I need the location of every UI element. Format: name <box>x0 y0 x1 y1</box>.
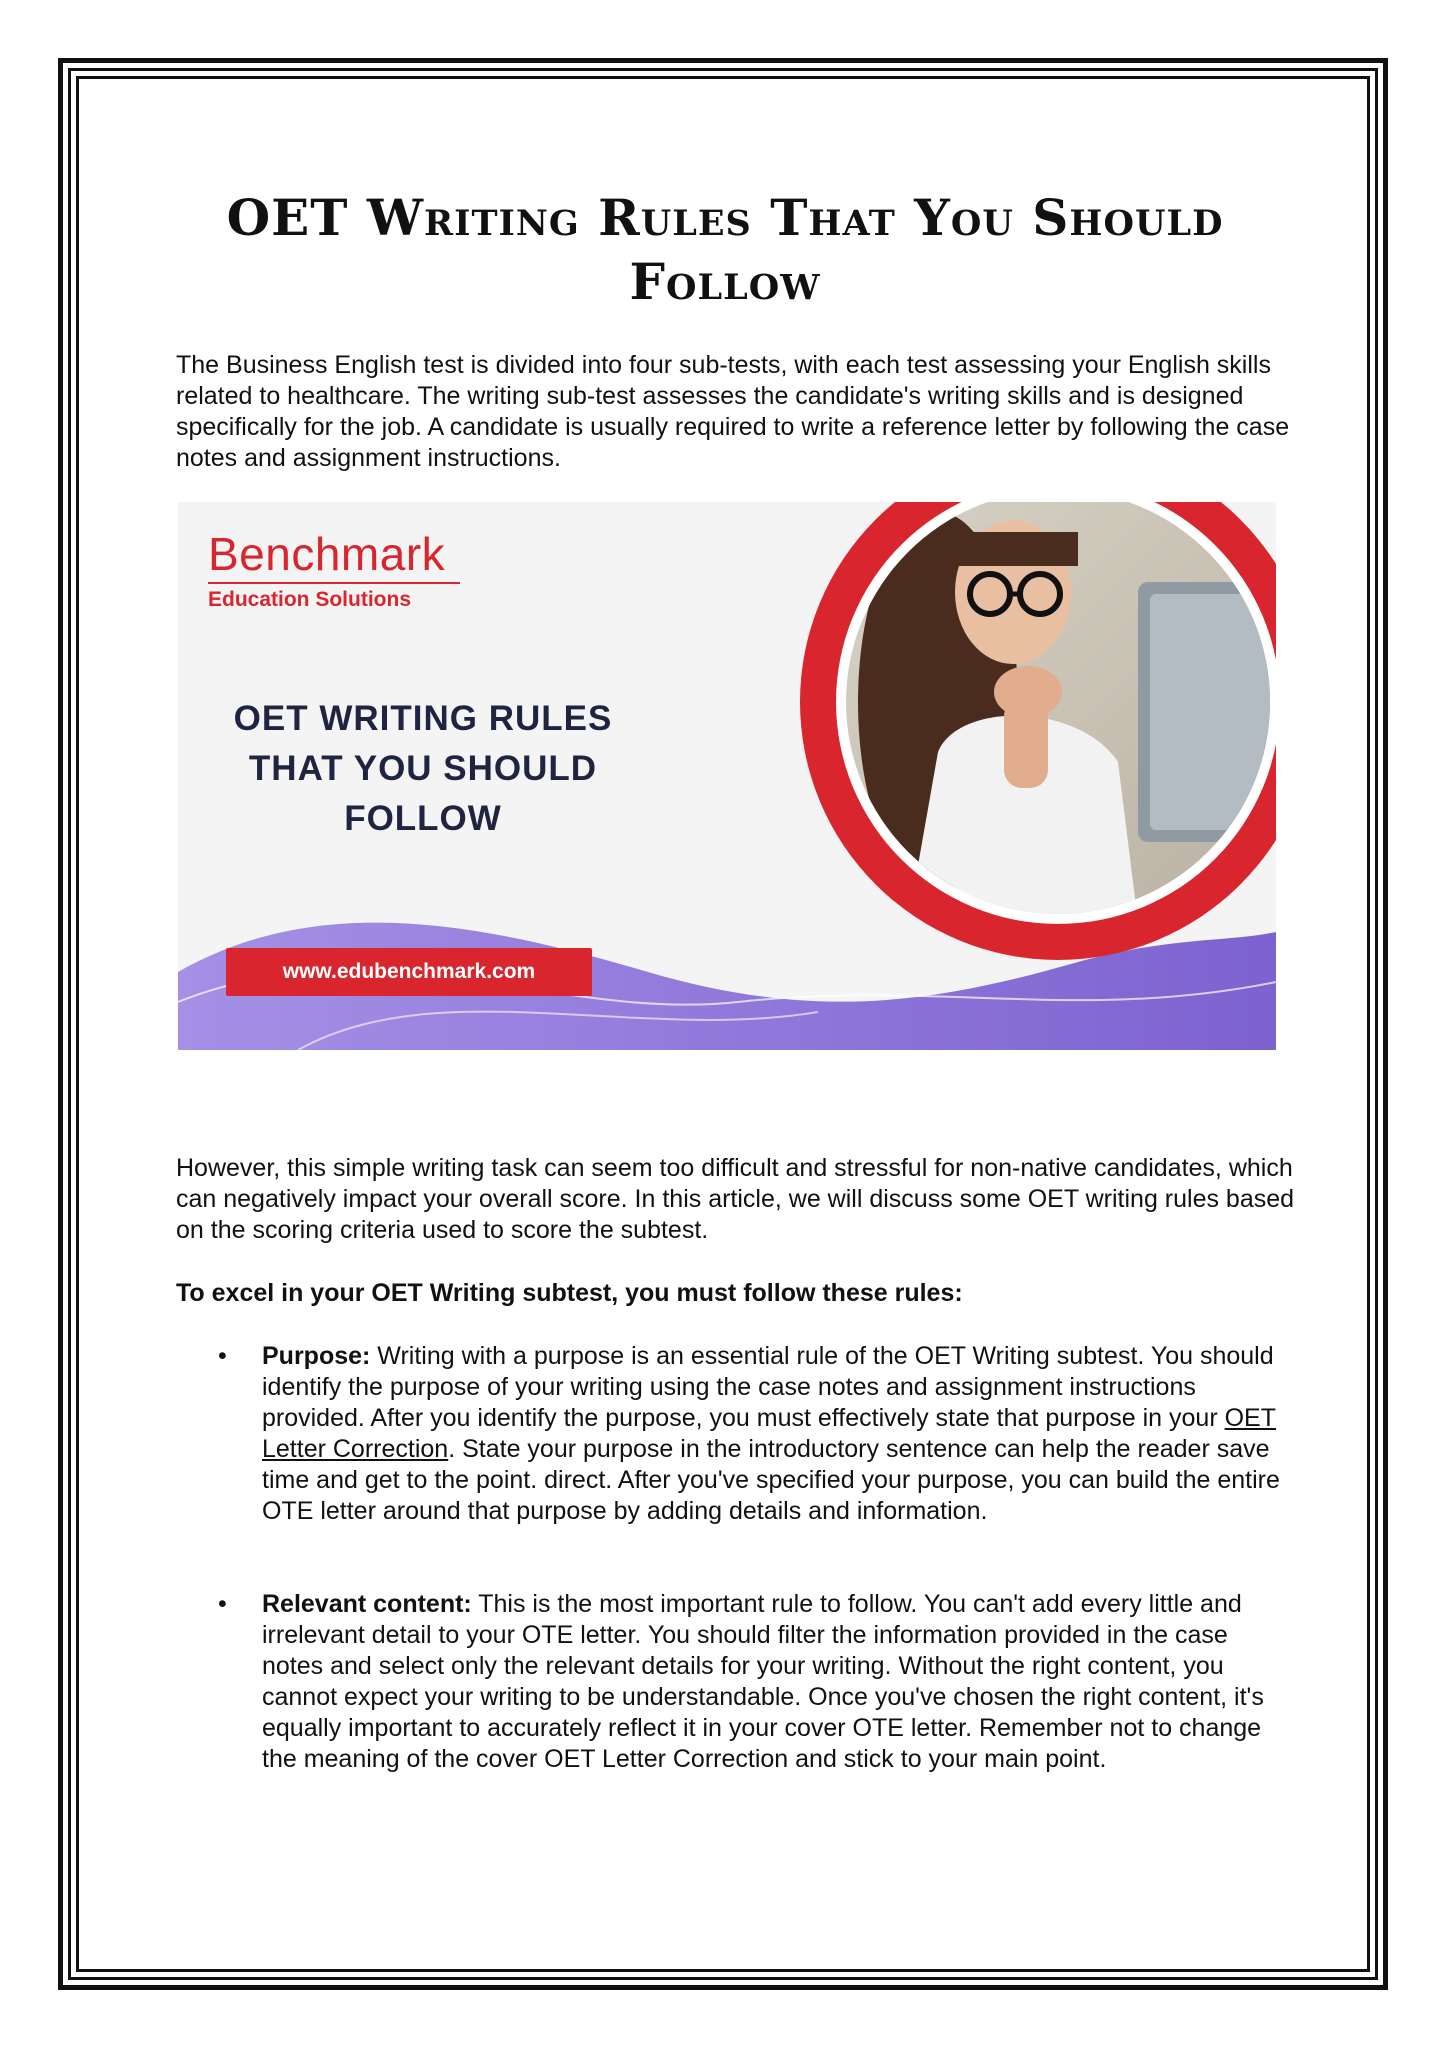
rule-relevant-content <box>218 1589 1292 1775</box>
rules-lead-in: To excel in your OET Writing subtest, you must follow these rules: <box>176 1279 963 1307</box>
bullet-dot: • <box>218 1590 227 1618</box>
banner-image <box>178 502 1276 1050</box>
rule-purpose <box>218 1341 1292 1527</box>
brand-name: Benchmark <box>208 528 446 580</box>
brand-underline <box>208 582 460 584</box>
banner-heading: OET WRITING RULES THAT YOU SHOULD FOLLOW <box>233 699 613 838</box>
website-url-button[interactable]: www.edubenchmark.com <box>226 948 592 996</box>
page-title: OET Writing Rules That You Should Follow <box>226 188 1224 311</box>
rule-text: This is the most important rule to follow. You can't add every little and irrelevant detail to your OTE letter. You should filter the information provided in the case notes and select only the relevant details for your writing. Without the right content, you cannot expect your writing to be understandable. Once you've chosen the right content, it's equally important to accurately reflect it in your cover OTE letter. Remember not to change the meaning of the cover OET Letter Correction and stick to your main point. <box>262 1590 1264 1773</box>
brand-logo <box>208 528 460 612</box>
second-paragraph: However, this simple writing task can seem too difficult and stressful for non-native candidates, which can negatively impact your overall score. In this article, we will discuss some OET writing rules based on the scoring criteria used to score the subtest. <box>176 1154 1295 1244</box>
rule-label: Purpose: <box>262 1342 371 1370</box>
oet-letter-correction-link[interactable]: OET Letter Correction <box>262 1404 1276 1463</box>
rule-text: . State your purpose in the introductory sentence can help the reader save time and get to the point. direct. After you've specified your purpose, you can build the entire OTE letter around that purpose by adding details and information. <box>262 1435 1280 1525</box>
rule-text: Writing with a purpose is an essential rule of the OET Writing subtest. You should identify the purpose of your writing using the case notes and assignment instructions provided. After you identify the purpose, you must effectively state that purpose in your <box>262 1342 1274 1432</box>
brand-subtitle: Education Solutions <box>208 588 411 611</box>
rule-label: Relevant content: <box>262 1590 472 1618</box>
intro-paragraph: The Business English test is divided into four sub-tests, with each test assessing your English skills related to healthcare. The writing sub-test assesses the candidate's writing skills and is designed specifically for the job. A candidate is usually required to write a reference letter by following the case notes and assignment instructions. <box>176 351 1290 472</box>
bullet-dot: • <box>218 1342 227 1370</box>
